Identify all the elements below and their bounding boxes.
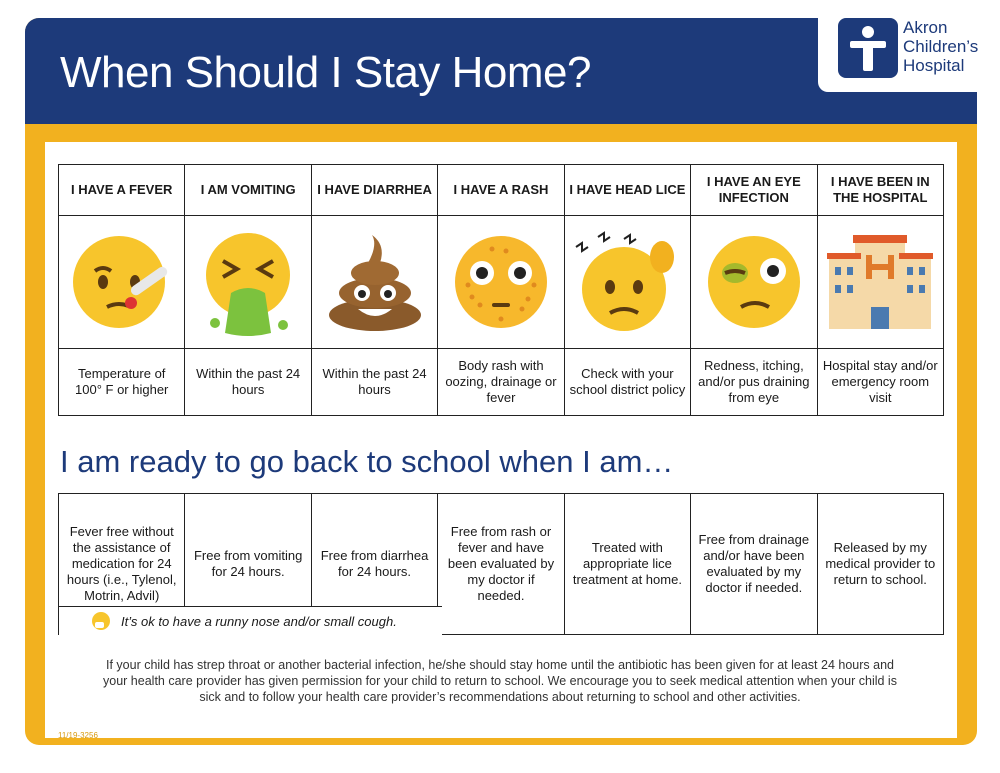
condition-description: Check with your school district policy [564, 349, 690, 416]
logo-text [903, 18, 978, 75]
hospital-icon [825, 227, 935, 337]
condition-label: I HAVE BEEN IN THE HOSPITAL [817, 165, 943, 216]
note-text: It’s ok to have a runny nose and/or small cough. [121, 613, 397, 629]
condition-label: I HAVE AN EYE INFECTION [691, 165, 817, 216]
ready-item: Free from diarrhea for 24 hours. [311, 494, 437, 635]
condition-description: Redness, itching, and/or pus draining from eye [691, 349, 817, 416]
icon-cell [691, 216, 817, 349]
condition-label: I AM VOMITING [185, 165, 311, 216]
runny-nose-note [59, 606, 442, 635]
icon-cell [59, 216, 185, 349]
ready-heading: I am ready to go back to school when I am… [60, 444, 674, 479]
condition-description: Within the past 24 hours [311, 349, 437, 416]
logo-line3: Hospital [903, 56, 965, 75]
stay-home-table [58, 164, 944, 416]
icon-cell [564, 216, 690, 349]
ready-item: Released by my medical provider to return to school. [817, 494, 943, 635]
ready-item: Treated with appropriate lice treatment at home. [564, 494, 690, 635]
logo-line2: Children’s [903, 37, 979, 56]
vomiting-face-icon [193, 227, 303, 337]
logo-person-icon [838, 18, 898, 78]
condition-description: Temperature of 100° F or higher [59, 349, 185, 416]
fever-face-icon [67, 227, 177, 337]
condition-label: I HAVE HEAD LICE [564, 165, 690, 216]
icon-cell [311, 216, 437, 349]
document-code: 11/19-3256 [58, 731, 98, 740]
page-title: When Should I Stay Home? [60, 48, 591, 97]
icon-cell [817, 216, 943, 349]
ready-item: Fever free without the assistance of medication for 24 hours (i.e., Tylenol, Motrin, Advil) [59, 494, 185, 635]
sneezing-face-icon [91, 611, 111, 631]
condition-label: I HAVE DIARRHEA [311, 165, 437, 216]
icon-cell [438, 216, 564, 349]
lice-face-icon [572, 227, 682, 337]
condition-label: I HAVE A FEVER [59, 165, 185, 216]
ready-item: Free from vomiting for 24 hours. [185, 494, 311, 635]
ready-item: Free from drainage and/or have been evaluated by my doctor if needed. [691, 494, 817, 635]
icon-cell [185, 216, 311, 349]
condition-description: Within the past 24 hours [185, 349, 311, 416]
ready-item: Free from rash or fever and have been evaluated by my doctor if needed. [438, 494, 564, 635]
logo-line1: Akron [903, 18, 948, 37]
condition-description: Body rash with oozing, drainage or fever [438, 349, 564, 416]
eye-infection-face-icon [699, 227, 809, 337]
footer-text: If your child has strep throat or another bacterial infection, he/she should stay home until the antibiotic has been given for at least 24 hours and your health care provider has given permission for your child to return to school. We encourage you to seek medical attention when your child is sick and to follow your health care provider’s recommendations about returning to school and other activities. [103, 658, 897, 704]
condition-description: Hospital stay and/or emergency room visit [817, 349, 943, 416]
poop-icon [320, 227, 430, 337]
rash-face-icon [446, 227, 556, 337]
condition-label: I HAVE A RASH [438, 165, 564, 216]
